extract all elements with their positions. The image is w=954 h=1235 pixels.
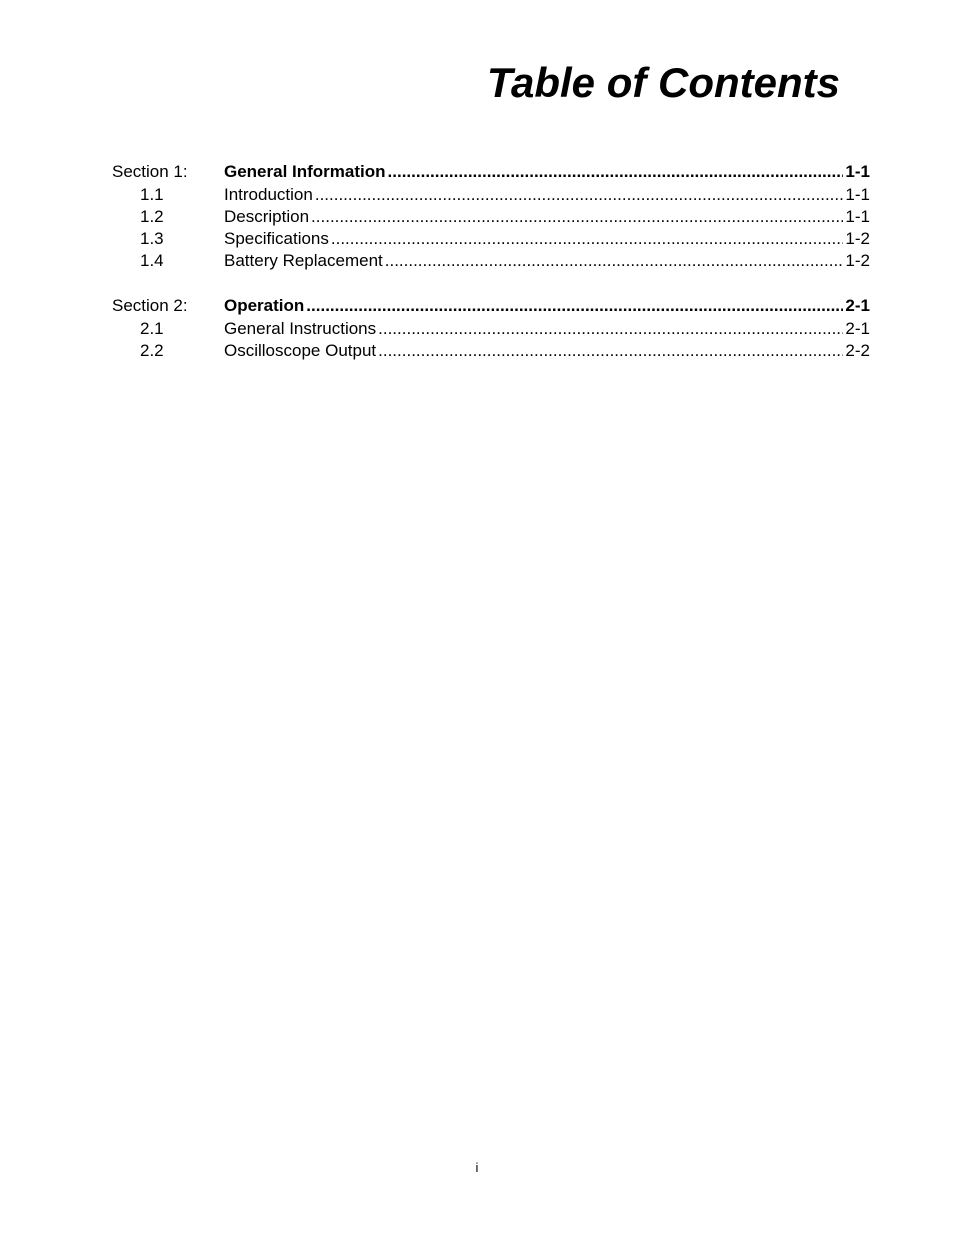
entry-number: 2.1	[140, 319, 164, 338]
toc-section-heading[interactable]	[112, 294, 870, 318]
dot-leader	[378, 318, 843, 340]
page-number: 2-1	[845, 319, 870, 338]
page-number: 2-2	[845, 341, 870, 360]
entry-number: 1.3	[140, 229, 164, 248]
toc-entry[interactable]	[112, 250, 870, 272]
table-of-contents	[112, 160, 870, 384]
entry-number: 1.1	[140, 185, 164, 204]
page-number: 2-1	[845, 296, 870, 315]
toc-section-1	[112, 160, 870, 272]
page-title: Table of Contents	[486, 59, 840, 106]
entry-title: Specifications	[224, 229, 329, 248]
entry-title: Description	[224, 207, 310, 226]
entry-title: Battery Replacement	[224, 251, 383, 270]
toc-entry[interactable]	[112, 318, 870, 340]
section-number: Section 1:	[112, 162, 188, 181]
dot-leader	[306, 294, 843, 318]
dot-leader	[311, 206, 843, 228]
entry-title: Oscilloscope Output	[224, 341, 377, 360]
dot-leader	[378, 340, 843, 362]
dot-leader	[331, 228, 844, 250]
entry-title: Introduction	[224, 185, 313, 204]
toc-section-2	[112, 294, 870, 362]
toc-entry[interactable]	[112, 228, 870, 250]
page-number: 1-1	[845, 185, 870, 204]
dot-leader	[385, 250, 844, 272]
page-number: 1-2	[845, 251, 870, 270]
section-number: Section 2:	[112, 296, 188, 315]
entry-title: General Instructions	[224, 319, 377, 338]
page-number: 1-1	[845, 207, 870, 226]
toc-entry[interactable]	[112, 340, 870, 362]
toc-section-heading[interactable]	[112, 160, 870, 184]
footer-page-number: i	[475, 1160, 479, 1175]
toc-entry[interactable]	[112, 184, 870, 206]
dot-leader	[388, 160, 844, 184]
entry-number: 1.4	[140, 251, 164, 270]
entry-number: 1.2	[140, 207, 164, 226]
section-title: Operation	[224, 296, 305, 315]
section-title: General Information	[224, 162, 386, 181]
dot-leader	[315, 184, 844, 206]
entry-number: 2.2	[140, 341, 164, 360]
page-number: 1-2	[845, 229, 870, 248]
page-number: 1-1	[845, 162, 870, 181]
toc-entry[interactable]	[112, 206, 870, 228]
